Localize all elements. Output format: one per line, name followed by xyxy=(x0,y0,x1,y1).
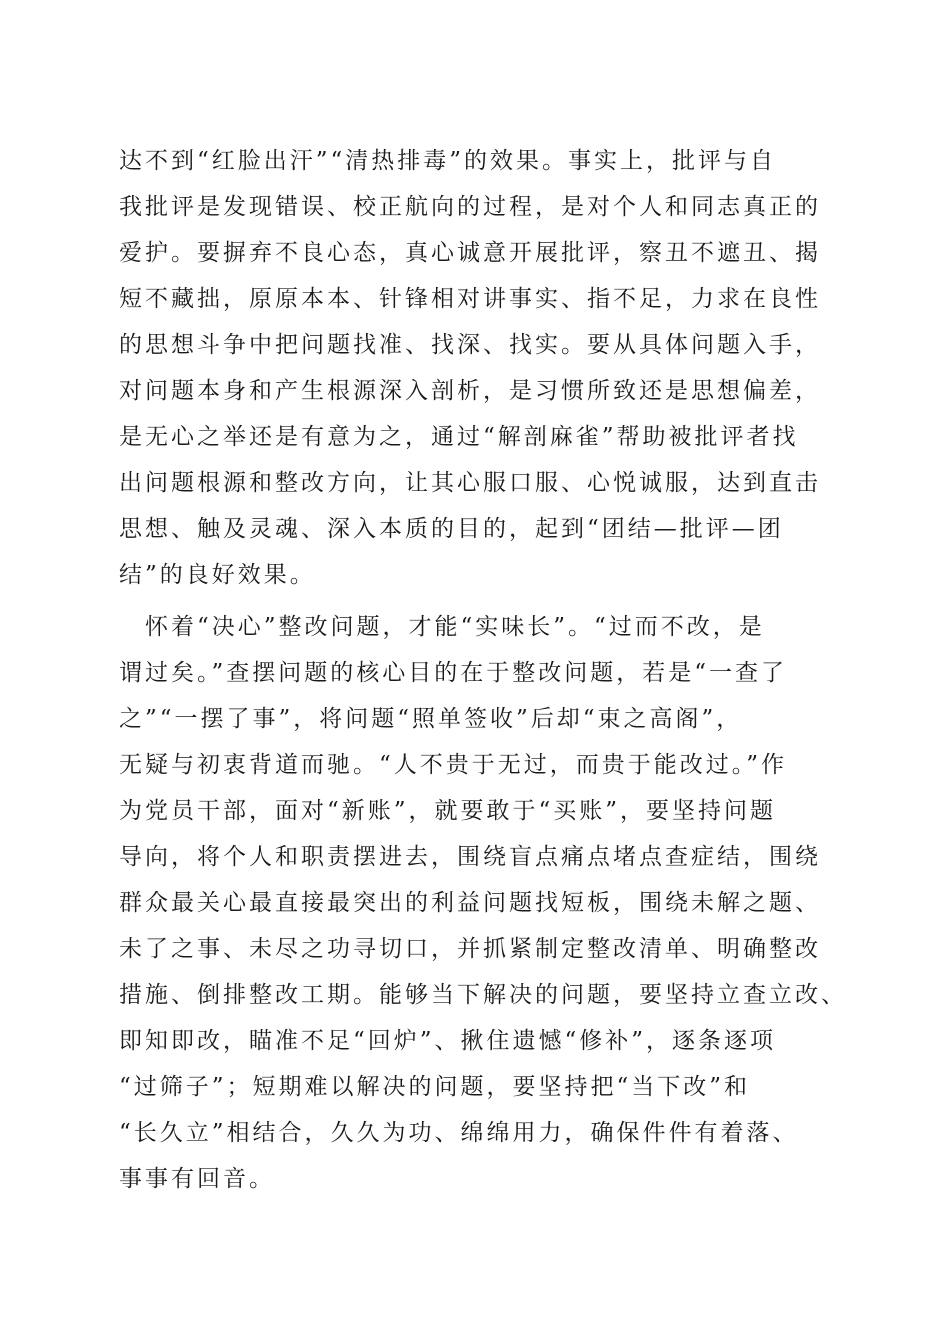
text-line: 事事有回音。 xyxy=(119,1166,275,1192)
text-line: 爱护。要摒弃不良心态，真心诚意开展批评，察丑不遮丑、揭 xyxy=(119,240,821,266)
text-line: 达不到“红脸出汗”“清热排毒”的效果。事实上，批评与自 xyxy=(119,148,777,174)
document-body xyxy=(119,138,847,1202)
text-line: 即知即改，瞄准不足“回炉”、揪住遗憾“修补”，逐条逐项 xyxy=(119,1028,777,1054)
text-line: 为党员干部，面对“新账”，就要敢于“买账”，要坚持问题 xyxy=(119,798,777,824)
text-line: 措施、倒排整改工期。能够当下解决的问题，要坚持立查立改、 xyxy=(119,982,847,1008)
text-line: 的思想斗争中把问题找准、找深、找实。要从具体问题入手， xyxy=(119,332,821,358)
paragraph-2 xyxy=(119,604,847,1202)
text-line: 是无心之举还是有意为之，通过“解剖麻雀”帮助被批评者找 xyxy=(119,424,799,450)
text-line: 未了之事、未尽之功寻切口，并抓紧制定整改清单、明确整改 xyxy=(119,936,821,962)
text-line: 出问题根源和整改方向，让其心服口服、心悦诚服，达到直击 xyxy=(119,470,821,496)
paragraph-1 xyxy=(119,138,839,598)
text-line: 思想、触及灵魂、深入本质的目的，起到“团结—批评—团 xyxy=(119,516,784,542)
text-line: 怀着“决心”整改问题，才能“实味长”。“过而不改，是 xyxy=(119,614,765,640)
text-line: 之”“一摆了事”，将问题“照单签收”后却“束之高阁”， xyxy=(119,706,743,732)
text-line: 结”的良好效果。 xyxy=(119,562,316,588)
text-line: “长久立”相结合，久久为功、绵绵用力，确保件件有着落、 xyxy=(119,1120,799,1146)
text-line: 谓过矣。”查摆问题的核心目的在于整改问题，若是“一查了 xyxy=(119,660,788,686)
text-line: 短不藏拙，原原本本、针锋相对讲事实、指不足，力求在良性 xyxy=(119,286,821,312)
text-line: 我批评是发现错误、校正航向的过程，是对个人和同志真正的 xyxy=(119,194,821,220)
text-line: 导向，将个人和职责摆进去，围绕盲点痛点堵点查症结，围绕 xyxy=(119,844,821,870)
text-line: 无疑与初衷背道而驰。“人不贵于无过，而贵于能改过。”作 xyxy=(119,752,788,778)
text-line: “过筛子”；短期难以解决的问题，要坚持把“当下改”和 xyxy=(119,1074,751,1100)
text-line: 群众最关心最直接最突出的利益问题找短板，围绕未解之题、 xyxy=(119,890,821,916)
text-line: 对问题本身和产生根源深入剖析，是习惯所致还是思想偏差， xyxy=(119,378,821,404)
